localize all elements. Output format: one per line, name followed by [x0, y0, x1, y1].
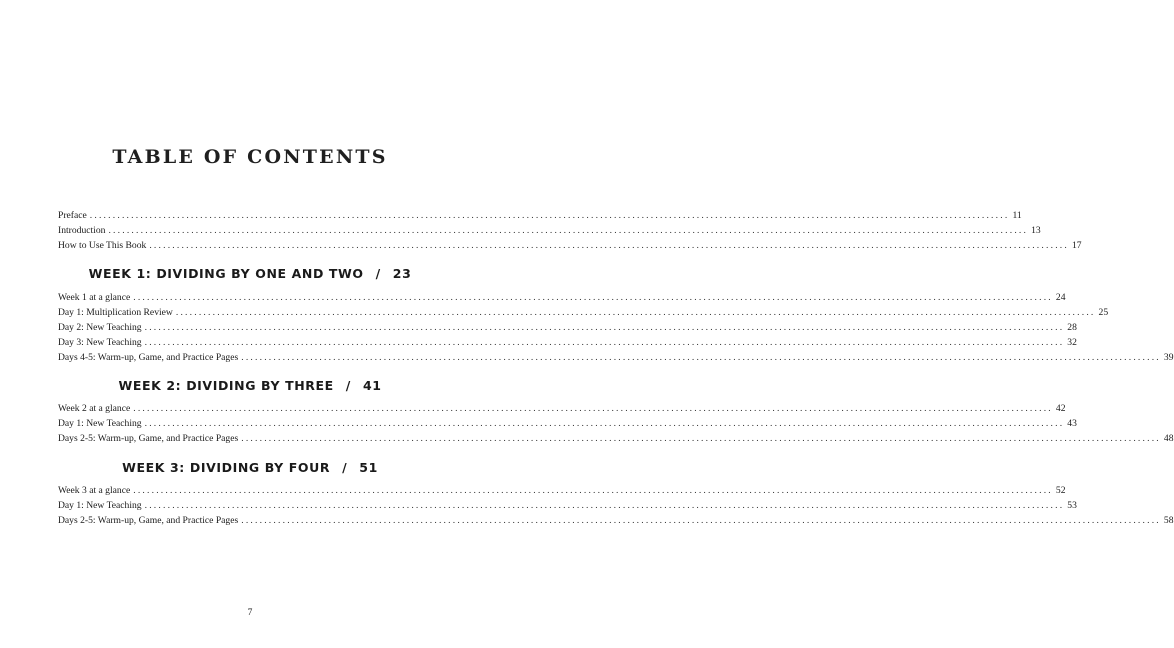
dot-leader: ........................................................................................................................................................................................................ [133, 292, 1053, 303]
toc-entry-page: 48 [1163, 433, 1174, 444]
toc-entry-label: Week 1 at a glance [58, 292, 131, 303]
dot-leader: ........................................................................................................................................................................................................ [108, 225, 1029, 236]
dot-leader: ........................................................................................................................................................................................................ [241, 515, 1161, 526]
toc-entry[interactable] [58, 238, 1082, 253]
toc-entry-label: How to Use This Book [58, 240, 147, 251]
toc-entry[interactable] [58, 483, 1066, 498]
toc-entry-label: Day 1: New Teaching [58, 500, 142, 511]
toc-entry[interactable] [58, 431, 1174, 446]
toc-entry-page: 42 [1055, 403, 1066, 414]
toc-entry[interactable] [58, 208, 1022, 223]
heading-separator: / [345, 378, 351, 393]
toc-entry-page: 28 [1067, 322, 1077, 333]
toc-entry-page: 53 [1067, 500, 1077, 511]
toc-entry[interactable] [58, 320, 1077, 335]
dot-leader: ........................................................................................................................................................................................................ [149, 240, 1069, 251]
dot-leader: ........................................................................................................................................................................................................ [133, 403, 1053, 414]
toc-entry[interactable] [58, 401, 1066, 416]
toc-entry-label: Preface [58, 210, 87, 221]
toc-entry-label: Day 3: New Teaching [58, 337, 142, 348]
dot-leader: ........................................................................................................................................................................................................ [175, 307, 1096, 318]
week-title: WEEK 2: DIVIDING BY THREE [118, 378, 334, 393]
toc-entry[interactable] [58, 350, 1174, 365]
week-2-list [58, 401, 1174, 446]
toc-entry-page: 39 [1163, 352, 1174, 363]
dot-leader: ........................................................................................................................................................................................................ [133, 485, 1053, 496]
page-title: TABLE OF CONTENTS [112, 146, 388, 168]
week-page: 23 [392, 266, 412, 281]
page-number: 7 [247, 608, 253, 618]
week-page: 41 [362, 378, 382, 393]
toc-entry-label: Day 1: New Teaching [58, 418, 142, 429]
toc-entry-page: 25 [1098, 307, 1109, 318]
toc-entry-label: Day 1: Multiplication Review [58, 307, 173, 318]
dot-leader: ........................................................................................................................................................................................................ [241, 352, 1161, 363]
week-page: 51 [359, 460, 378, 475]
toc-entry-label: Introduction [58, 225, 106, 236]
week-1-list [58, 290, 1174, 365]
dot-leader: ........................................................................................................................................................................................................ [144, 322, 1065, 333]
toc-entry-label: Days 2-5: Warm-up, Game, and Practice Pages [58, 433, 239, 444]
toc-entry[interactable] [58, 305, 1109, 320]
week-1-heading[interactable] [0, 266, 500, 281]
week-2-heading[interactable] [0, 378, 500, 393]
heading-separator: / [342, 460, 348, 475]
toc-entry-page: 24 [1055, 292, 1066, 303]
week-3-heading[interactable] [0, 460, 500, 475]
toc-entry-page: 43 [1067, 418, 1077, 429]
toc-entry-page: 58 [1163, 515, 1174, 526]
week-3-list [58, 483, 1174, 528]
toc-entry[interactable] [58, 498, 1077, 513]
dot-leader: ........................................................................................................................................................................................................ [89, 210, 1010, 221]
front-matter-list [58, 208, 1082, 253]
toc-entry-label: Week 2 at a glance [58, 403, 131, 414]
dot-leader: ........................................................................................................................................................................................................ [144, 418, 1065, 429]
toc-entry-page: 17 [1072, 240, 1082, 251]
heading-separator: / [375, 266, 381, 281]
toc-entry-page: 52 [1055, 485, 1066, 496]
toc-entry-page: 32 [1067, 337, 1077, 348]
toc-entry[interactable] [58, 513, 1174, 528]
dot-leader: ........................................................................................................................................................................................................ [144, 337, 1065, 348]
dot-leader: ........................................................................................................................................................................................................ [241, 433, 1161, 444]
toc-entry[interactable] [58, 223, 1041, 238]
toc-entry-page: 11 [1012, 210, 1022, 221]
week-title: WEEK 3: DIVIDING BY FOUR [122, 460, 331, 475]
toc-entry[interactable] [58, 290, 1066, 305]
toc-entry-label: Day 2: New Teaching [58, 322, 142, 333]
toc-entry-label: Days 4-5: Warm-up, Game, and Practice Pages [58, 352, 239, 363]
toc-entry-label: Days 2-5: Warm-up, Game, and Practice Pages [58, 515, 239, 526]
toc-entry-label: Week 3 at a glance [58, 485, 131, 496]
week-title: WEEK 1: DIVIDING BY ONE AND TWO [88, 266, 364, 281]
dot-leader: ........................................................................................................................................................................................................ [144, 500, 1065, 511]
toc-entry[interactable] [58, 416, 1077, 431]
toc-entry-page: 13 [1031, 225, 1041, 236]
toc-entry[interactable] [58, 335, 1077, 350]
